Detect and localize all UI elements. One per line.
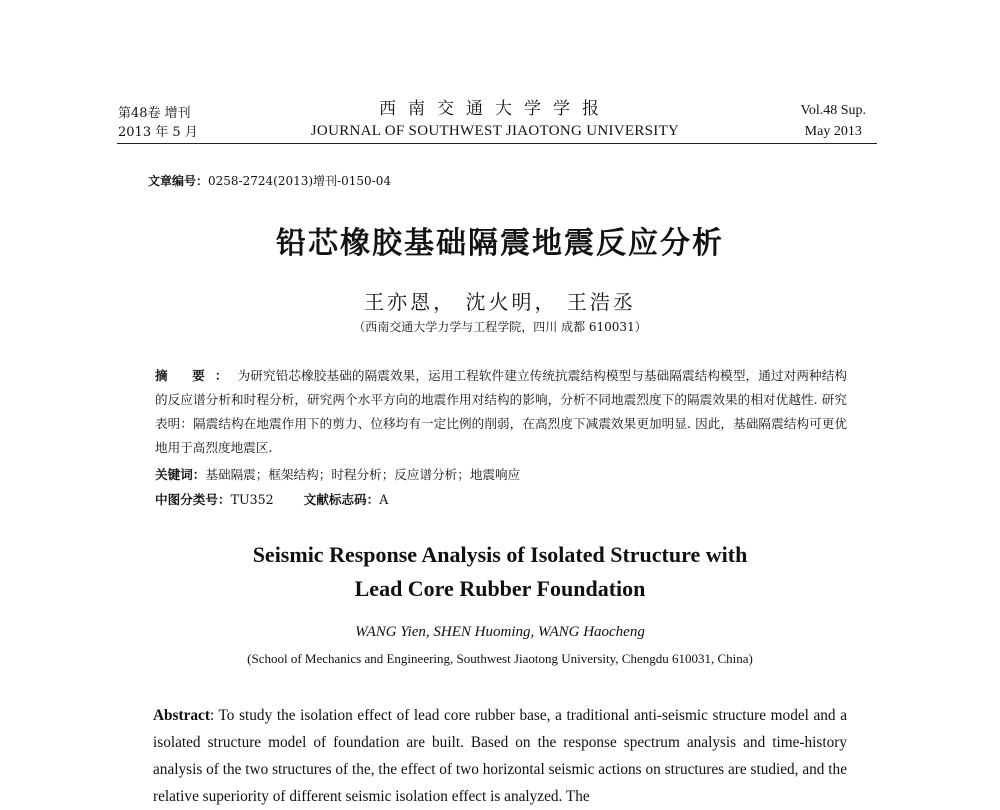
- authors-en: WANG Yien, SHEN Huoming, WANG Haocheng: [355, 624, 645, 640]
- journal-name-cn: 西南交通大学学报: [379, 99, 611, 119]
- header-issue-info: [118, 104, 198, 142]
- date-en: May 2013: [804, 124, 862, 139]
- header-volume-info: [801, 100, 866, 142]
- abstract-cn-label: 摘 要：: [155, 368, 238, 383]
- affiliation-en: (School of Mechanics and Engineering, Southwest Jiaotong University, Chengdu 610031, China): [247, 651, 753, 666]
- abstract-en: [153, 702, 847, 810]
- classification: [155, 489, 388, 508]
- volume-issue-cn: 第48卷 增刊: [118, 106, 191, 121]
- doc-code-label: 文献标志码：: [303, 492, 380, 507]
- clc-label: 中图分类号：: [155, 492, 231, 507]
- article-number-label: 文章编号：: [148, 174, 209, 188]
- article-number: [148, 172, 391, 189]
- abstract-en-label: Abstract: [153, 707, 210, 724]
- volume-en: Vol.48 Sup.: [800, 103, 866, 118]
- title-cn: 铅芯橡胶基础隔震地震反应分析: [276, 226, 724, 261]
- affiliation-cn: （西南交通大学力学与工程学院，四川 成都 610031）: [353, 320, 647, 334]
- abstract-cn: [155, 364, 847, 460]
- header-rule: [117, 143, 877, 144]
- keywords-label: 关键词：: [155, 467, 206, 482]
- authors-cn: 王亦恩， 沈火明， 王浩丞: [364, 290, 636, 314]
- journal-name: [295, 98, 695, 142]
- clc-value: TU352: [230, 492, 274, 507]
- abstract-en-colon: :: [209, 707, 219, 724]
- article-number-value: 0258-2724(2013)增刊-0150-04: [208, 174, 391, 188]
- keywords: [155, 464, 520, 483]
- doc-code-value: A: [379, 492, 389, 507]
- title-en-line1: Seismic Response Analysis of Isolated Structure with: [252, 542, 748, 567]
- abstract-en-text: To study the isolation effect of lead core rubber base, a traditional anti-seismic structure model and a isolated structure model of foundation are built. Based on the response spectrum analysis and time-history analysis of the two structures of the, the effect of two horizontal seismic actions on structures are studied, and the relative superiority of different seismic isolation effect is analyzed. The: [153, 707, 847, 805]
- title-en: [0, 538, 1000, 606]
- keywords-text: 基础隔震；框架结构；时程分析；反应谱分析；地震响应: [205, 467, 521, 482]
- journal-name-en: JOURNAL OF SOUTHWEST JIAOTONG UNIVERSITY: [310, 123, 680, 139]
- abstract-cn-text: 为研究铅芯橡胶基础的隔震效果，运用工程软件建立传统抗震结构模型与基础隔震结构模型，通过对两种结构的反应谱分析和时程分析，研究两个水平方向的地震作用对结构的影响，分析不同地震烈度下的隔震效果的相对优越性. 研究表明：隔震结构在地震作用下的剪力、位移均有一定比例的削弱，在高烈度下减震效果更加明显. 因此，基础隔震结构可更优地用于高烈度地震区.: [155, 368, 848, 455]
- title-en-line2: Lead Core Rubber Foundation: [354, 576, 646, 601]
- date-cn: 2013 年 5 月: [118, 125, 198, 140]
